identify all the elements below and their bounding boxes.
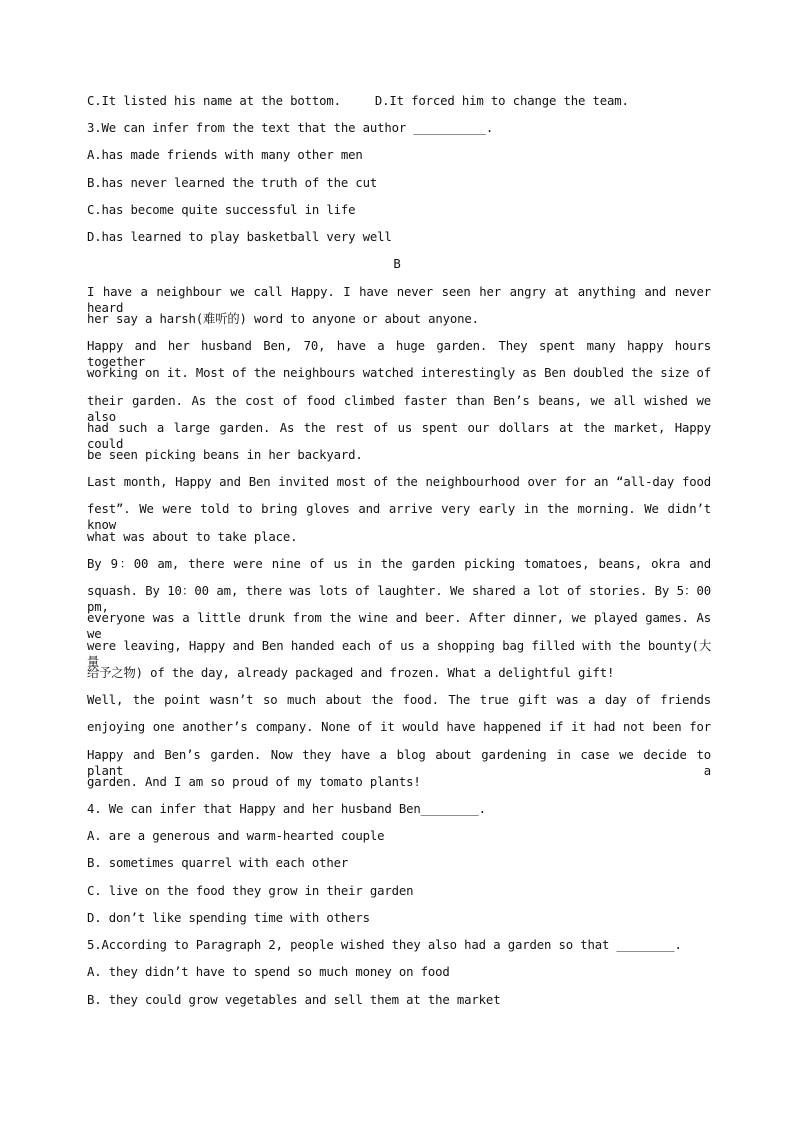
passage-line: Last month, Happy and Ben invited most of the neighbourhood over for an “all-day food — [87, 475, 711, 489]
passage-line: 给予之物) of the day, already packaged and frozen. What a delightful gift! — [87, 666, 615, 680]
q3-option-d: D.has learned to play basketball very well — [87, 230, 392, 244]
q3-option-a: A.has made friends with many other men — [87, 148, 363, 162]
passage-line: Happy and Ben’s garden. Now they have a blog about gardening in case we decide to plant a — [87, 748, 711, 778]
passage-line: Well, the point wasn’t so much about the food. The true gift was a day of friends — [87, 693, 711, 707]
q4-option-b: B. sometimes quarrel with each other — [87, 856, 349, 870]
passage-line: Happy and her husband Ben, 70, have a huge garden. They spent many happy hours together — [87, 339, 711, 369]
passage-line: garden. And I am so proud of my tomato plants! — [87, 775, 421, 789]
passage-line: By 9：00 am, there were nine of us in the garden picking tomatoes, beans, okra and — [87, 557, 711, 571]
passage-line: were leaving, Happy and Ben handed each of us a shopping bag filled with the bounty(大量 — [87, 639, 711, 669]
q5-option-b: B. they could grow vegetables and sell them at the market — [87, 993, 501, 1007]
q3-stem: 3.We can infer from the text that the author __________. — [87, 121, 494, 135]
passage-line: working on it. Most of the neighbours watched interestingly as Ben doubled the size of — [87, 366, 711, 380]
q4-stem: 4. We can infer that Happy and her husband Ben________. — [87, 802, 486, 816]
q4-option-a: A. are a generous and warm-hearted couple — [87, 829, 385, 843]
q5-option-a: A. they didn’t have to spend so much money on food — [87, 965, 450, 979]
q2-options-row — [87, 93, 629, 109]
passage-line: their garden. As the cost of food climbed faster than Ben’s beans, we all wished we also — [87, 394, 711, 424]
passage-line: what was about to take place. — [87, 530, 298, 544]
q4-option-c: C. live on the food they grow in their garden — [87, 884, 414, 898]
q3-option-c: C.has become quite successful in life — [87, 203, 356, 217]
q2-option-d: D.It forced him to change the team. — [374, 94, 629, 108]
q4-option-d: D. don’t like spending time with others — [87, 911, 370, 925]
section-b-heading: B — [393, 257, 401, 271]
passage-line: had such a large garden. As the rest of us spent our dollars at the market, Happy could — [87, 421, 711, 451]
passage-line: squash. By 10：00 am, there was lots of laughter. We shared a lot of stories. By 5：00 pm, — [87, 584, 711, 614]
q2-option-c: C.It listed his name at the bottom. — [87, 94, 341, 108]
passage-line: fest”. We were told to bring gloves and arrive very early in the morning. We didn’t know — [87, 502, 711, 532]
passage-line: I have a neighbour we call Happy. I have never seen her angry at anything and never heard — [87, 285, 711, 315]
q5-stem: 5.According to Paragraph 2, people wished they also had a garden so that ________. — [87, 938, 682, 952]
q3-option-b: B.has never learned the truth of the cut — [87, 176, 378, 190]
passage-line: everyone was a little drunk from the wine and beer. After dinner, we played games. As we — [87, 611, 711, 641]
passage-line: her say a harsh(难听的) word to anyone or about anyone. — [87, 312, 479, 326]
passage-line: enjoying one another’s company. None of it would have happened if it had not been for — [87, 720, 711, 734]
passage-line: be seen picking beans in her backyard. — [87, 448, 363, 462]
